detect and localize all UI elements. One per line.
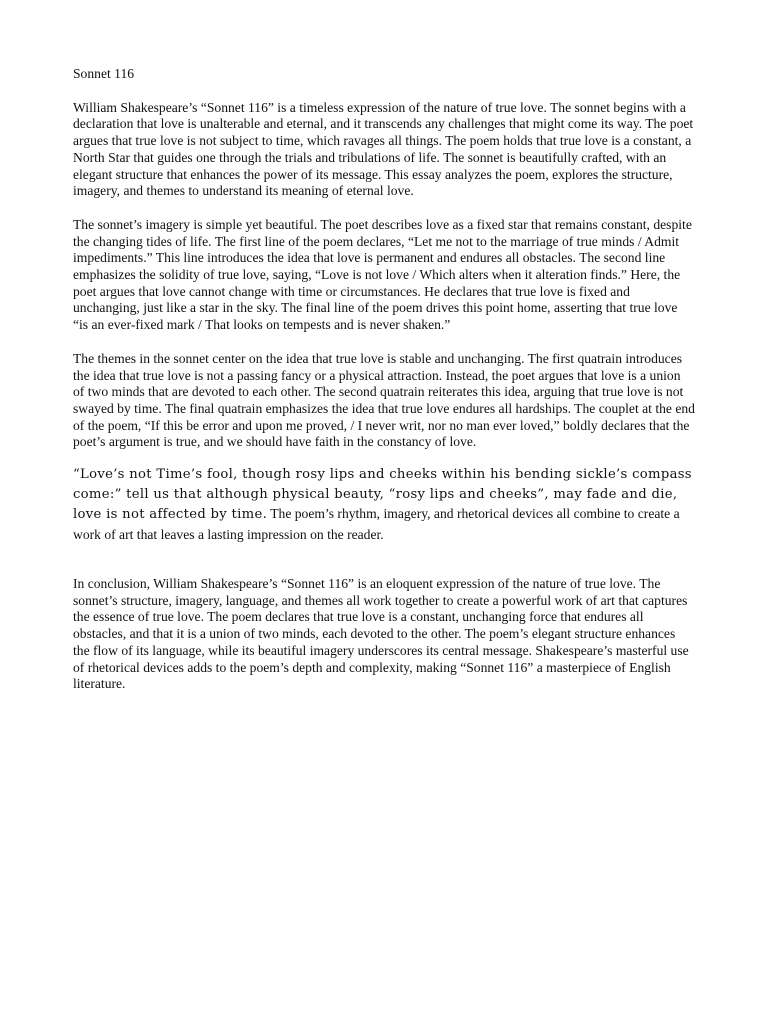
conclusion-paragraph: In conclusion, William Shakespeare’s “Sonnet 116” is an eloquent expression of the nature of true love. The sonnet’s structure, imagery, language, and themes all work together to create a powerful work of art that captures the essence of true love. The poem declares that true love is a constant, unchanging force that endures all obstacles, and that it is a union of two minds, each devoted to the other. The poem’s elegant structure enhances the flow of its language, while its beautiful imagery underscores its central message. Shakespeare’s masterful use of rhetorical devices adds to the poem’s depth and complexity, making “Sonnet 116” a masterpiece of English literature. <box>73 576 689 692</box>
intro-paragraph: William Shakespeare’s “Sonnet 116” is a timeless expression of the nature of true love. The sonnet begins with a declaration that love is unalterable and eternal, and it transcends any challenges that might come its way. The poet argues that true love is not subject to time, which ravages all things. The poem holds that true love is a constant, a North Star that guides one through the trials and tribulations of life. The sonnet is beautifully crafted, with an elegant structure that enhances the power of its message. This essay analyzes the poem, explores the structure, imagery, and themes to understand its meaning of eternal love. <box>73 99 694 199</box>
imagery-paragraph: The sonnet’s imagery is simple yet beautiful. The poet describes love as a fixed star that remains constant, despite the changing tides of life. The first line of the poem declares, “Let me not to the marriage of true minds / Admit impediments.” This line introduces the idea that love is permanent and endures all obstacles. The second line emphasizes the solidity of true love, saying, “Love is not love / Which alters when it alteration finds.” Here, the poet argues that love cannot change with time or circumstances. He declares that true love is fixed and unchanging, just like a star in the sky. The final line of the poem drives this point home, asserting that true love “is an ever-fixed mark / That looks on tempests and is never shaken.” <box>73 216 692 333</box>
quote-paragraph <box>73 465 695 545</box>
document-title: Sonnet 116 <box>73 66 135 81</box>
quote-tail: The poem’s rhythm, imagery, and rhetorical devices all combine to create a work of art that leaves a lasting impression on the reader. <box>73 506 680 542</box>
quote-lead: “Love’s not Time’s fool, though rosy lips and cheeks within his bending sickle’s compass come:” tell us that although physical beauty, “rosy lips and cheeks”, may fade and die, love is not affected by time. <box>73 467 692 523</box>
document-page <box>73 66 695 710</box>
themes-paragraph: The themes in the sonnet center on the idea that true love is stable and unchanging. The first quatrain introduces the idea that true love is not a passing fancy or a physical attraction. Instead, the poet argues that love is a union of two minds that are devoted to each other. The second quatrain reiterates this idea, arguing that true love is not swayed by time. The final quatrain emphasizes the idea that true love endures all hardships. The couplet at the end of the poem, “If this be error and upon me proved, / I never writ, nor no man ever loved,” boldly declares that the poet’s argument is true, and we should have faith in the constancy of love. <box>73 350 695 450</box>
